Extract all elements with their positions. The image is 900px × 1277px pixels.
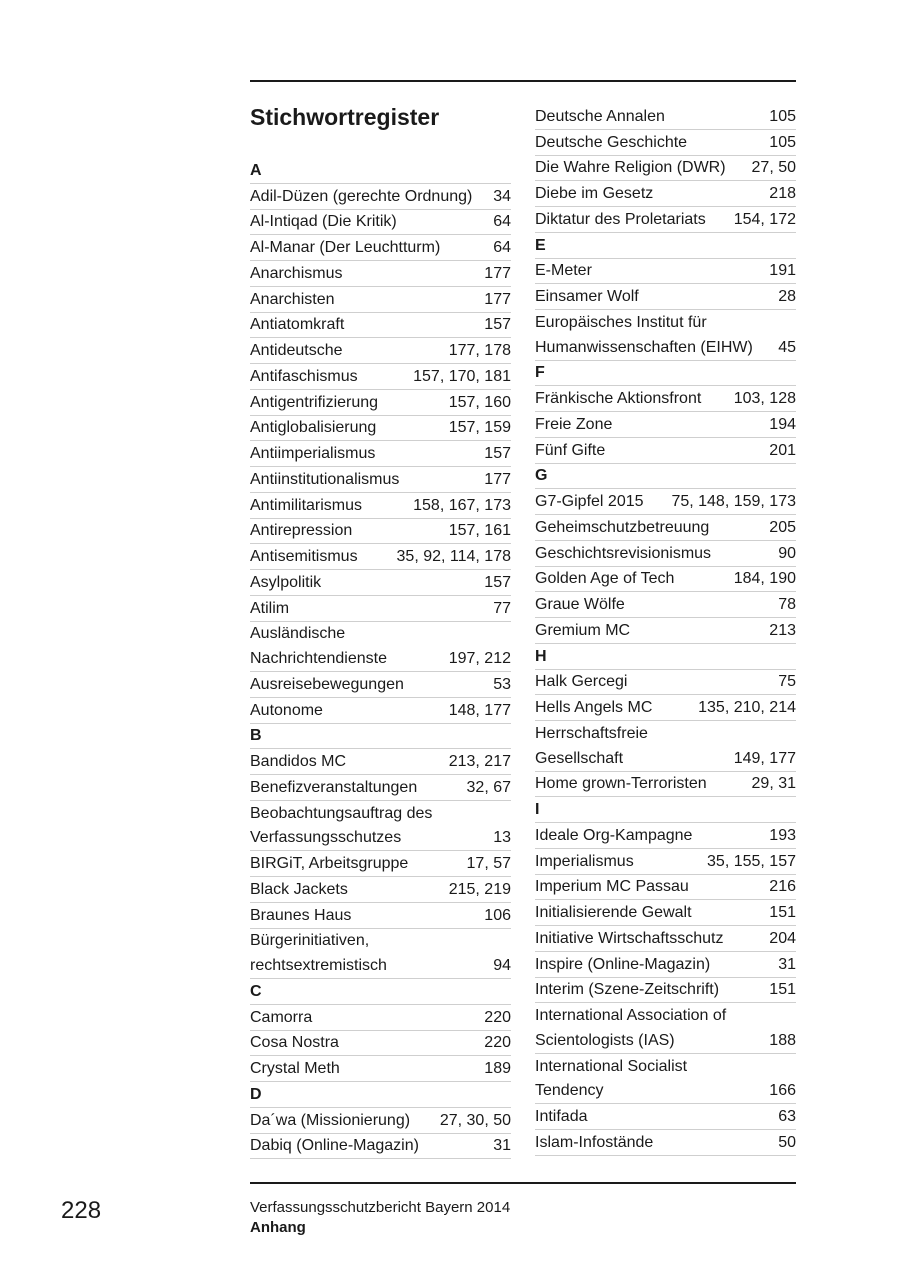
index-letter-heading [535, 797, 796, 823]
index-letter: D [250, 1085, 262, 1103]
index-pages: 218 [769, 185, 796, 202]
index-pages: 77 [493, 599, 511, 617]
index-entry [250, 493, 511, 519]
index-entry [535, 181, 796, 207]
index-entry [535, 823, 796, 849]
index-entry [250, 877, 511, 903]
index-entry [535, 1079, 796, 1105]
index-pages: 28 [778, 288, 796, 305]
index-term: Antifaschismus [250, 367, 358, 385]
index-entry [535, 618, 796, 644]
index-pages: 213 [769, 621, 796, 639]
index-pages: 105 [769, 107, 796, 125]
index-term: Crystal Meth [250, 1060, 340, 1077]
index-pages: 201 [769, 441, 796, 459]
index-entry [250, 851, 511, 877]
index-term: Deutsche Geschichte [535, 133, 688, 151]
index-pages: 205 [769, 518, 796, 536]
index-entry [250, 801, 511, 826]
index-entry [250, 441, 511, 467]
index-pages: 29, 31 [751, 775, 796, 793]
index-term: Al-Intiqad (Die Kritik) [250, 213, 397, 231]
index-entry [535, 104, 796, 130]
index-pages: 148, 177 [448, 701, 511, 719]
index-pages: 191 [769, 262, 796, 280]
index-pages: 166 [769, 1082, 796, 1100]
index-entry [250, 467, 511, 493]
index-term: Bürgerinitiativen, [250, 932, 370, 950]
index-entry [250, 261, 511, 287]
index-pages: 157 [484, 316, 511, 334]
index-pages: 64 [493, 213, 511, 231]
index-pages: 75 [778, 673, 796, 691]
index-term: Scientologists (IAS) [535, 1031, 675, 1049]
index-entry [535, 926, 796, 952]
index-entry [535, 567, 796, 593]
index-entry [535, 875, 796, 901]
footer-publication: Verfassungsschutzbericht Bayern 2014 [250, 1199, 511, 1216]
index-pages: 17, 57 [466, 855, 511, 872]
index-term: Anarchismus [250, 264, 343, 282]
index-term: Initiative Wirtschaftsschutz [535, 929, 724, 947]
index-entry [535, 952, 796, 978]
index-pages: 193 [769, 826, 796, 844]
index-term: Ausländische [250, 625, 346, 643]
index-entry [535, 900, 796, 926]
index-pages: 154, 172 [733, 210, 796, 228]
index-letter: H [535, 647, 547, 665]
index-list-right [535, 104, 796, 1156]
page-number: 228 [61, 1197, 102, 1224]
index-entry [535, 284, 796, 310]
index-pages: 63 [778, 1108, 796, 1125]
index-entry [535, 541, 796, 567]
index-entry [250, 184, 511, 210]
index-term: Gesellschaft [535, 749, 624, 767]
index-term: Antirepression [250, 522, 353, 540]
index-letter: F [535, 364, 545, 382]
index-entry [535, 849, 796, 875]
index-pages: 157, 160 [448, 393, 511, 411]
index-entry [535, 515, 796, 541]
index-letter: E [535, 236, 546, 254]
index-term: Hells Angels MC [535, 699, 653, 716]
index-entry [250, 775, 511, 801]
index-letter-heading [250, 724, 511, 750]
index-pages: 75, 148, 159, 173 [671, 493, 796, 510]
index-term: Dabiq (Online-Magazin) [250, 1137, 419, 1155]
index-term: Anarchisten [250, 290, 335, 308]
index-pages: 184, 190 [733, 570, 796, 588]
index-list-left [250, 158, 511, 1159]
index-pages: 64 [493, 239, 511, 256]
index-term: International Association of [535, 1007, 727, 1024]
index-pages: 215, 219 [448, 880, 511, 898]
index-term: Interim (Szene-Zeitschrift) [535, 981, 720, 999]
index-letter-heading [535, 644, 796, 670]
index-pages: 94 [493, 957, 511, 974]
index-pages: 177 [484, 470, 511, 488]
index-term: Deutsche Annalen [535, 107, 665, 125]
index-term: Geschichtsrevisionismus [535, 544, 712, 562]
index-term: Da´wa (Missionierung) [250, 1111, 411, 1129]
index-entry [535, 207, 796, 233]
index-term: Ideale Org-Kampagne [535, 826, 693, 844]
index-term: Cosa Nostra [250, 1034, 339, 1052]
index-term: Benefizveranstaltungen [250, 778, 418, 796]
index-term: Nachrichtendienste [250, 650, 387, 667]
index-pages: 27, 30, 50 [439, 1111, 511, 1129]
index-term: Verfassungsschutzes [250, 829, 402, 847]
index-letter: A [250, 161, 262, 179]
index-pages: 45 [778, 338, 796, 356]
index-entry [250, 338, 511, 364]
index-pages: 188 [769, 1031, 796, 1049]
index-term: Halk Gercegi [535, 673, 628, 691]
index-entry [535, 310, 796, 335]
index-pages: 213, 217 [448, 753, 511, 770]
index-pages: 34 [493, 187, 511, 205]
index-term: Al-Manar (Der Leuchtturm) [250, 239, 441, 256]
index-term: Initialisierende Gewalt [535, 904, 692, 921]
index-term: Ausreisebewegungen [250, 675, 404, 693]
index-letter: I [535, 801, 540, 818]
index-term: Fränkische Aktionsfront [535, 390, 702, 407]
index-term: Golden Age of Tech [535, 570, 675, 588]
index-pages: 35, 155, 157 [707, 852, 796, 870]
index-term: BIRGiT, Arbeitsgruppe [250, 855, 409, 872]
index-term: Black Jackets [250, 880, 348, 898]
index-pages: 106 [484, 906, 511, 924]
index-entry [250, 929, 511, 954]
index-term: Geheimschutzbetreuung [535, 518, 710, 536]
index-term: Autonome [250, 701, 323, 719]
index-entry [250, 672, 511, 698]
index-entry [250, 749, 511, 775]
index-entry [250, 903, 511, 929]
index-term: Adil-Düzen (gerechte Ordnung) [250, 187, 473, 205]
index-entry [535, 335, 796, 361]
index-pages: 157, 161 [448, 522, 511, 540]
index-entry [250, 544, 511, 570]
index-term: Asylpolitik [250, 573, 322, 591]
index-letter-heading [250, 1082, 511, 1108]
index-pages: 177 [484, 264, 511, 282]
index-term: Herrschaftsfreie [535, 724, 648, 742]
index-entry [535, 130, 796, 156]
index-entry [535, 1130, 796, 1156]
index-pages: 135, 210, 214 [698, 699, 796, 716]
index-entry [535, 1104, 796, 1130]
index-entry [250, 1031, 511, 1057]
index-term: Diebe im Gesetz [535, 185, 654, 202]
index-pages: 53 [493, 675, 511, 693]
index-letter-heading [535, 361, 796, 387]
index-entry [250, 646, 511, 672]
index-pages: 177, 178 [448, 342, 511, 359]
index-term: Home grown-Terroristen [535, 775, 707, 793]
index-column-right [535, 104, 796, 1156]
index-pages: 50 [778, 1133, 796, 1151]
index-entry [535, 592, 796, 618]
index-pages: 157 [484, 445, 511, 462]
index-entry [250, 416, 511, 442]
index-term: Braunes Haus [250, 906, 352, 924]
index-letter: C [250, 982, 262, 1000]
index-entry [535, 772, 796, 798]
index-entry [250, 313, 511, 339]
index-term: Graue Wölfe [535, 596, 625, 613]
index-entry [250, 210, 511, 236]
index-entry [535, 156, 796, 182]
index-term: Diktatur des Proletariats [535, 210, 706, 228]
index-term: Intifada [535, 1108, 588, 1125]
index-entry [535, 412, 796, 438]
index-entry [250, 596, 511, 622]
index-entry [250, 622, 511, 647]
index-entry [535, 259, 796, 285]
index-pages: 31 [493, 1137, 511, 1155]
page-title: Stichwortregister [250, 104, 440, 130]
index-letter: B [250, 727, 262, 745]
index-entry [250, 826, 511, 852]
index-entry [535, 1028, 796, 1054]
index-pages: 35, 92, 114, 178 [396, 548, 511, 565]
index-entry [250, 1056, 511, 1082]
index-term: Die Wahre Religion (DWR) [535, 159, 726, 177]
index-term: Imperialismus [535, 852, 634, 870]
index-pages: 157 [484, 573, 511, 591]
index-column-left [250, 104, 511, 1159]
index-letter-heading [250, 979, 511, 1005]
index-term: Antisemitismus [250, 548, 358, 565]
index-term: Beobachtungsauftrag des [250, 804, 433, 822]
footer-section: Anhang [250, 1219, 306, 1236]
index-term: Inspire (Online-Magazin) [535, 955, 711, 973]
index-entry [250, 953, 511, 979]
index-entry [250, 519, 511, 545]
index-entry [535, 746, 796, 772]
index-term: Antiimperialismus [250, 445, 376, 462]
index-pages: 220 [484, 1034, 511, 1052]
index-entry [250, 287, 511, 313]
index-term: Atilim [250, 599, 290, 617]
index-entry [250, 1005, 511, 1031]
index-pages: 157, 159 [448, 419, 511, 437]
index-pages: 197, 212 [448, 650, 511, 667]
index-letter-heading [535, 464, 796, 490]
index-entry [535, 695, 796, 721]
top-rule [250, 80, 796, 82]
index-term: Antideutsche [250, 342, 343, 359]
index-term: Antiatomkraft [250, 316, 345, 334]
index-term: Bandidos MC [250, 753, 347, 770]
index-entry [250, 570, 511, 596]
index-letter-heading [535, 233, 796, 259]
index-term: Camorra [250, 1008, 313, 1026]
index-term: Antimilitarismus [250, 496, 363, 514]
index-term: E-Meter [535, 262, 592, 280]
index-letter-heading [250, 158, 511, 184]
footer [250, 1198, 510, 1238]
index-term: Antiglobalisierung [250, 419, 377, 437]
index-term: Islam-Infostände [535, 1133, 654, 1151]
index-entry [535, 1054, 796, 1079]
index-term: International Socialist [535, 1057, 688, 1075]
index-entry [250, 698, 511, 724]
index-pages: 177 [484, 290, 511, 308]
index-term: G7-Gipfel 2015 [535, 493, 644, 510]
index-term: Antiinstitutionalismus [250, 470, 400, 488]
index-pages: 13 [493, 829, 511, 847]
index-pages: 90 [778, 544, 796, 562]
index-term: Humanwissenschaften (EIHW) [535, 338, 753, 356]
index-entry [535, 721, 796, 746]
index-pages: 78 [778, 596, 796, 613]
index-term: Tendency [535, 1082, 604, 1100]
index-pages: 105 [769, 133, 796, 151]
index-entry [535, 489, 796, 515]
index-term: Gremium MC [535, 621, 631, 639]
index-entry [535, 978, 796, 1004]
index-pages: 149, 177 [733, 749, 796, 767]
index-pages: 158, 167, 173 [413, 496, 511, 514]
index-pages: 220 [484, 1008, 511, 1026]
index-entry [250, 1108, 511, 1134]
index-term: Imperium MC Passau [535, 878, 689, 896]
index-pages: 151 [769, 981, 796, 999]
index-term: Antigentrifizierung [250, 393, 379, 411]
index-entry [535, 670, 796, 696]
index-entry [250, 364, 511, 390]
index-pages: 189 [484, 1060, 511, 1077]
index-term: Freie Zone [535, 415, 613, 433]
index-entry [250, 235, 511, 261]
index-pages: 194 [769, 415, 796, 433]
index-term: Europäisches Institut für [535, 313, 707, 331]
index-pages: 157, 170, 181 [413, 367, 511, 385]
index-term: Einsamer Wolf [535, 288, 639, 305]
index-pages: 27, 50 [751, 159, 796, 177]
index-pages: 151 [769, 904, 796, 921]
index-pages: 204 [769, 929, 796, 947]
bottom-rule [250, 1182, 796, 1184]
index-pages: 103, 128 [733, 390, 796, 407]
index-letter: G [535, 467, 548, 485]
index-pages: 32, 67 [466, 778, 511, 796]
index-term: Fünf Gifte [535, 441, 606, 459]
index-pages: 216 [769, 878, 796, 896]
index-entry [535, 1003, 796, 1028]
index-pages: 31 [778, 955, 796, 973]
index-term: rechtsextremistisch [250, 957, 387, 974]
index-entry [535, 438, 796, 464]
index-entry [250, 390, 511, 416]
index-entry [535, 386, 796, 412]
index-entry [250, 1134, 511, 1160]
